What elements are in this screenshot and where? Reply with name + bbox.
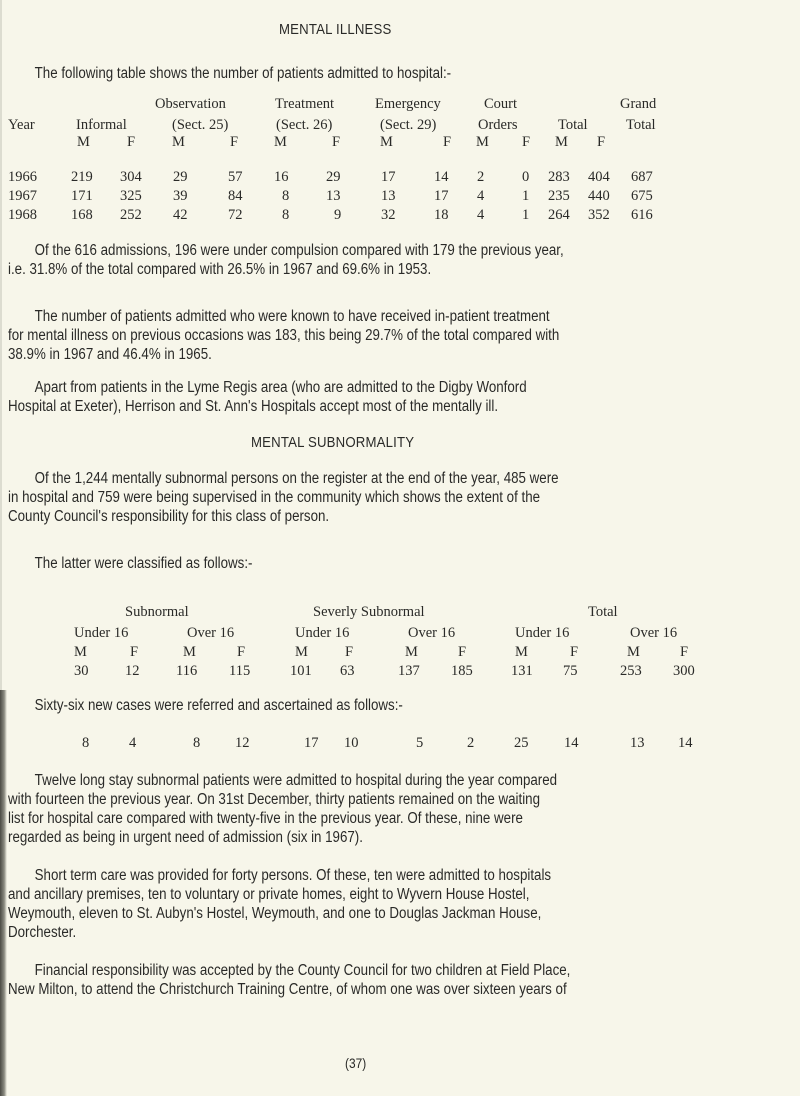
- sex-label: F: [332, 134, 341, 150]
- table-cell: 283: [548, 169, 570, 185]
- sex-label: M: [515, 644, 528, 660]
- table-cell: 13: [630, 735, 645, 751]
- sex-label: F: [680, 644, 689, 660]
- table-cell: 8: [282, 188, 290, 204]
- table-cell: 2: [467, 735, 475, 751]
- table-cell: 72: [228, 207, 243, 223]
- table-cell: 25: [514, 735, 529, 751]
- year-cell: 1968: [8, 207, 37, 223]
- table-cell: 8: [82, 735, 90, 751]
- sex-label: M: [476, 134, 489, 150]
- intro-paragraph: The following table shows the number of patients admitted to hospital:-: [34, 65, 452, 82]
- table-cell: 325: [120, 188, 142, 204]
- sex-label: F: [597, 134, 606, 150]
- table-cell: 235: [548, 188, 570, 204]
- table-cell: 168: [71, 207, 93, 223]
- sex-label: M: [172, 134, 185, 150]
- age-label: Under 16: [295, 625, 350, 641]
- table-cell: 1: [522, 188, 530, 204]
- table-cell: 14: [564, 735, 579, 751]
- table-cell: 13: [326, 188, 341, 204]
- sex-label: F: [443, 134, 452, 150]
- sex-label: F: [127, 134, 136, 150]
- paragraph-hospitals: Apart from patients in the Lyme Regis area (who are admitted to the Digby Wonford Hospital at Exeter), Herrison and St. Ann's Hospitals accept most of the mentally ill.: [8, 379, 527, 415]
- sex-label: F: [570, 644, 579, 660]
- table-cell: 185: [451, 663, 473, 679]
- table-cell: 17: [304, 735, 319, 751]
- table-cell: 8: [282, 207, 290, 223]
- table-cell: 264: [548, 207, 570, 223]
- table-cell: 14: [434, 169, 449, 185]
- sex-label: F: [522, 134, 531, 150]
- table-cell: 4: [477, 188, 485, 204]
- table-cell: 675: [631, 188, 653, 204]
- age-label: Over 16: [630, 625, 678, 641]
- table-cell: 687: [631, 169, 653, 185]
- table-cell: 18: [434, 207, 449, 223]
- col-header-total: Total: [558, 117, 588, 133]
- page-edge: [0, 0, 2, 690]
- paragraph-register: Of the 1,244 mentally subnormal persons on the register at the end of the year, 485 were in hospital and 759 were being supervised in the community which shows the extent of the County Council's responsibility for this class of person.: [8, 470, 559, 525]
- sex-label: M: [380, 134, 393, 150]
- table-cell: 10: [344, 735, 359, 751]
- table-cell: 131: [511, 663, 533, 679]
- group-header-subnormal: Subnormal: [125, 604, 189, 620]
- col-header-observation: Observation: [155, 96, 226, 112]
- table-cell: 17: [381, 169, 396, 185]
- year-cell: 1967: [8, 188, 37, 204]
- table-cell: 171: [71, 188, 93, 204]
- col-header-emergency: Emergency: [375, 96, 441, 112]
- paragraph-short-term-care: Short term care was provided for forty persons. Of these, ten were admitted to hospitals and ancillary premises, ten to voluntary or private homes, eight to Wyvern House Hostel, Weymouth, eleven to St. Aubyn's Hostel, Weymouth, and one to Douglas Jackman House, Dorchester.: [8, 867, 552, 941]
- table-cell: 4: [477, 207, 485, 223]
- sex-label: M: [555, 134, 568, 150]
- table-cell: 101: [290, 663, 312, 679]
- table-cell: 16: [274, 169, 289, 185]
- table-cell: 63: [340, 663, 355, 679]
- paragraph-classified-intro: The latter were classified as follows:-: [34, 555, 253, 572]
- sex-label: M: [77, 134, 90, 150]
- sex-label: M: [295, 644, 308, 660]
- col-header-year: Year: [8, 117, 35, 133]
- table-cell: 1: [522, 207, 530, 223]
- sex-label: F: [345, 644, 354, 660]
- table-cell: 30: [74, 663, 89, 679]
- table-cell: 42: [173, 207, 188, 223]
- page-number: (37): [345, 1055, 367, 1071]
- table-cell: 9: [334, 207, 342, 223]
- table-cell: 17: [434, 188, 449, 204]
- table-cell: 404: [588, 169, 610, 185]
- year-cell: 1966: [8, 169, 37, 185]
- sex-label: M: [627, 644, 640, 660]
- sex-label: M: [183, 644, 196, 660]
- table-cell: 32: [381, 207, 396, 223]
- section-heading-mental-illness: MENTAL ILLNESS: [279, 21, 392, 38]
- table-cell: 75: [563, 663, 578, 679]
- col-header-sect26: (Sect. 26): [276, 117, 333, 133]
- sex-label: F: [130, 644, 139, 660]
- col-header-sect25: (Sect. 25): [172, 117, 229, 133]
- table-cell: 352: [588, 207, 610, 223]
- table-cell: 29: [173, 169, 188, 185]
- paragraph-financial-responsibility: Financial responsibility was accepted by the County Council for two children at Field Place, New Milton, to attend the Christchurch Training Centre, of whom one was over sixteen years of: [8, 962, 571, 998]
- col-header-sect29: (Sect. 29): [380, 117, 437, 133]
- sex-label: F: [237, 644, 246, 660]
- table-cell: 137: [398, 663, 420, 679]
- paragraph-new-cases-intro: Sixty-six new cases were referred and ascertained as follows:-: [34, 697, 403, 714]
- paragraph-compulsion: Of the 616 admissions, 196 were under compulsion compared with 179 the previous year, i.e. 31.8% of the total compared with 26.5% in 1967 and 69.6% in 1953.: [8, 242, 564, 278]
- table-cell: 12: [125, 663, 140, 679]
- section-heading-mental-subnormality: MENTAL SUBNORMALITY: [251, 434, 415, 451]
- sex-label: F: [230, 134, 239, 150]
- sex-label: M: [405, 644, 418, 660]
- col-header-informal: Informal: [76, 117, 127, 133]
- age-label: Over 16: [187, 625, 235, 641]
- table-cell: 252: [120, 207, 142, 223]
- col-header-treatment: Treatment: [275, 96, 335, 112]
- table-cell: 8: [193, 735, 201, 751]
- age-label: Under 16: [74, 625, 129, 641]
- col-header-orders: Orders: [478, 117, 518, 133]
- table-cell: 2: [477, 169, 485, 185]
- sex-label: M: [274, 134, 287, 150]
- group-header-severly-subnormal: Severly Subnormal: [313, 604, 425, 620]
- table-cell: 440: [588, 188, 610, 204]
- age-label: Over 16: [408, 625, 456, 641]
- table-cell: 253: [620, 663, 642, 679]
- table-cell: 0: [522, 169, 530, 185]
- group-header-total: Total: [588, 604, 618, 620]
- table-cell: 29: [326, 169, 341, 185]
- binding-shadow: [0, 690, 7, 1096]
- table-cell: 116: [176, 663, 198, 679]
- paragraph-previous-treatment: The number of patients admitted who were known to have received in-patient treatment for mental illness on previous occasions was 183, this being 29.7% of the total compared with 38.9% in 1967 and 46.4% in 1965.: [8, 308, 560, 363]
- table-cell: 57: [228, 169, 243, 185]
- table-cell: 39: [173, 188, 188, 204]
- paragraph-long-stay: Twelve long stay subnormal patients were admitted to hospital during the year compared with fourteen the previous year. On 31st December, thirty patients remained on the waiting list for hospital care compared with twenty-five in the previous year. Of these, nine were regarded as being in urgent need of admission (six in 1967).: [8, 772, 558, 846]
- col-header-grand-total: Total: [626, 117, 656, 133]
- col-header-court: Court: [484, 96, 518, 112]
- table-cell: 304: [120, 169, 142, 185]
- sex-label: F: [458, 644, 467, 660]
- table-cell: 4: [129, 735, 137, 751]
- table-cell: 84: [228, 188, 243, 204]
- table-cell: 14: [678, 735, 693, 751]
- table-cell: 616: [631, 207, 653, 223]
- table-cell: 300: [673, 663, 695, 679]
- table-cell: 12: [235, 735, 250, 751]
- age-label: Under 16: [515, 625, 570, 641]
- table-cell: 13: [381, 188, 396, 204]
- sex-label: M: [74, 644, 87, 660]
- table-cell: 219: [71, 169, 93, 185]
- table-cell: 5: [416, 735, 424, 751]
- col-header-grand: Grand: [620, 96, 657, 112]
- table-cell: 115: [229, 663, 251, 679]
